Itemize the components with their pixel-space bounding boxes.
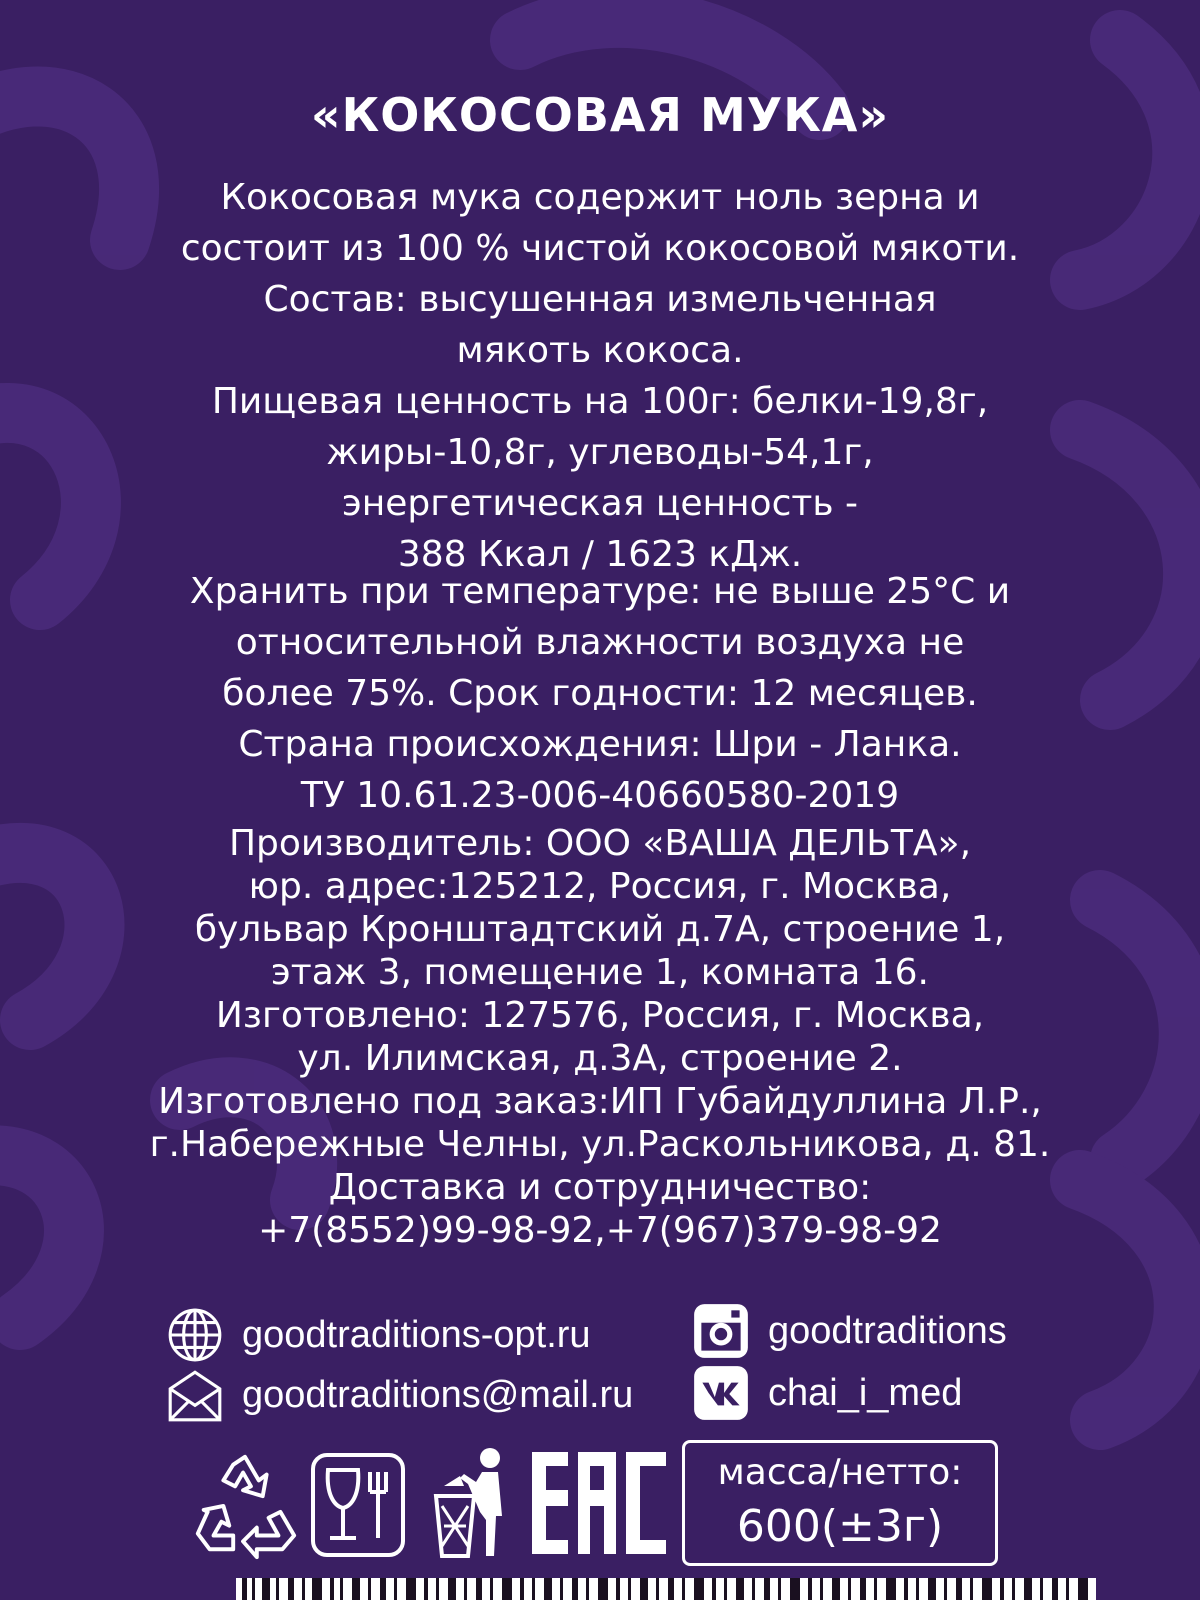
description-line: мякоть кокоса. (456, 330, 744, 371)
instagram-icon (690, 1300, 752, 1362)
storage-line: относительной влажности воздуха не (235, 622, 965, 663)
vk-contact[interactable] (690, 1362, 962, 1424)
storage-line: Хранить при температуре: не выше 25°С и (189, 571, 1011, 612)
manufacturer-block (0, 822, 1200, 1252)
globe-icon (164, 1304, 226, 1366)
manufacturer-line: бульвар Кронштадтский д.7А, строение 1, (194, 909, 1006, 950)
net-weight-box (682, 1440, 998, 1566)
description-line: состоит из 100 % чистой кокосовой мякоти. (180, 228, 1020, 269)
vk-handle[interactable]: chai_i_med (768, 1371, 963, 1414)
tidyman-icon (430, 1446, 510, 1560)
email-link[interactable]: goodtraditions@mail.ru (242, 1373, 634, 1416)
eac-logo (530, 1448, 670, 1558)
manufacturer-line: г.Набережные Челны, ул.Раскольникова, д. 81. (149, 1124, 1051, 1165)
storage-block (0, 566, 1200, 821)
manufacturer-line: юр. адрес:125212, Россия, г. Москва, (248, 866, 952, 907)
vk-icon (690, 1362, 752, 1424)
glass-fork-icon (310, 1452, 406, 1558)
eac-mark (530, 1448, 670, 1558)
description-line: энергетическая ценность - (341, 483, 858, 524)
description-block (0, 172, 1200, 580)
recycle-icon (186, 1450, 304, 1560)
envelope-icon (164, 1364, 226, 1426)
instagram-handle[interactable]: goodtraditions (768, 1309, 1007, 1352)
instagram-contact[interactable] (690, 1300, 1007, 1362)
phone-numbers: +7(8552)99-98-92,+7(967)379-98-92 (258, 1210, 942, 1251)
description-line: жиры-10,8г, углеводы-54,1г, (326, 432, 874, 473)
description-line: Кокосовая мука содержит ноль зерна и (220, 177, 980, 218)
manufacturer-line: Доставка и сотрудничество: (328, 1167, 872, 1208)
website-contact[interactable] (164, 1304, 591, 1366)
description-line: Пищевая ценность на 100г: белки-19,8г, (211, 381, 989, 422)
storage-line: ТУ 10.61.23-006-40660580-2019 (300, 775, 900, 816)
net-weight-label: масса/нетто: (717, 1452, 963, 1493)
description-line: 388 Ккал / 1623 кДж. (397, 534, 803, 575)
description-line: Состав: высушенная измельченная (263, 279, 937, 320)
storage-line: Страна происхождения: Шри - Ланка. (238, 724, 962, 765)
storage-line: более 75%. Срок годности: 12 месяцев. (222, 673, 978, 714)
website-link[interactable]: goodtraditions-opt.ru (242, 1313, 591, 1356)
manufacturer-line: Изготовлено под заказ:ИП Губайдуллина Л.Р., (158, 1081, 1042, 1122)
manufacturer-line: Производитель: ООО «ВАША ДЕЛЬТА», (228, 823, 972, 864)
manufacturer-line: этаж 3, помещение 1, комната 16. (271, 952, 929, 993)
product-title: «КОКОСОВАЯ МУКА» (310, 88, 890, 142)
manufacturer-line: Изготовлено: 127576, Россия, г. Москва, (215, 995, 985, 1036)
manufacturer-line: ул. Илимская, д.3А, строение 2. (297, 1038, 903, 1079)
barcode (236, 1578, 1096, 1600)
net-weight-value: 600(±3г) (736, 1501, 944, 1552)
email-contact[interactable] (164, 1364, 633, 1426)
